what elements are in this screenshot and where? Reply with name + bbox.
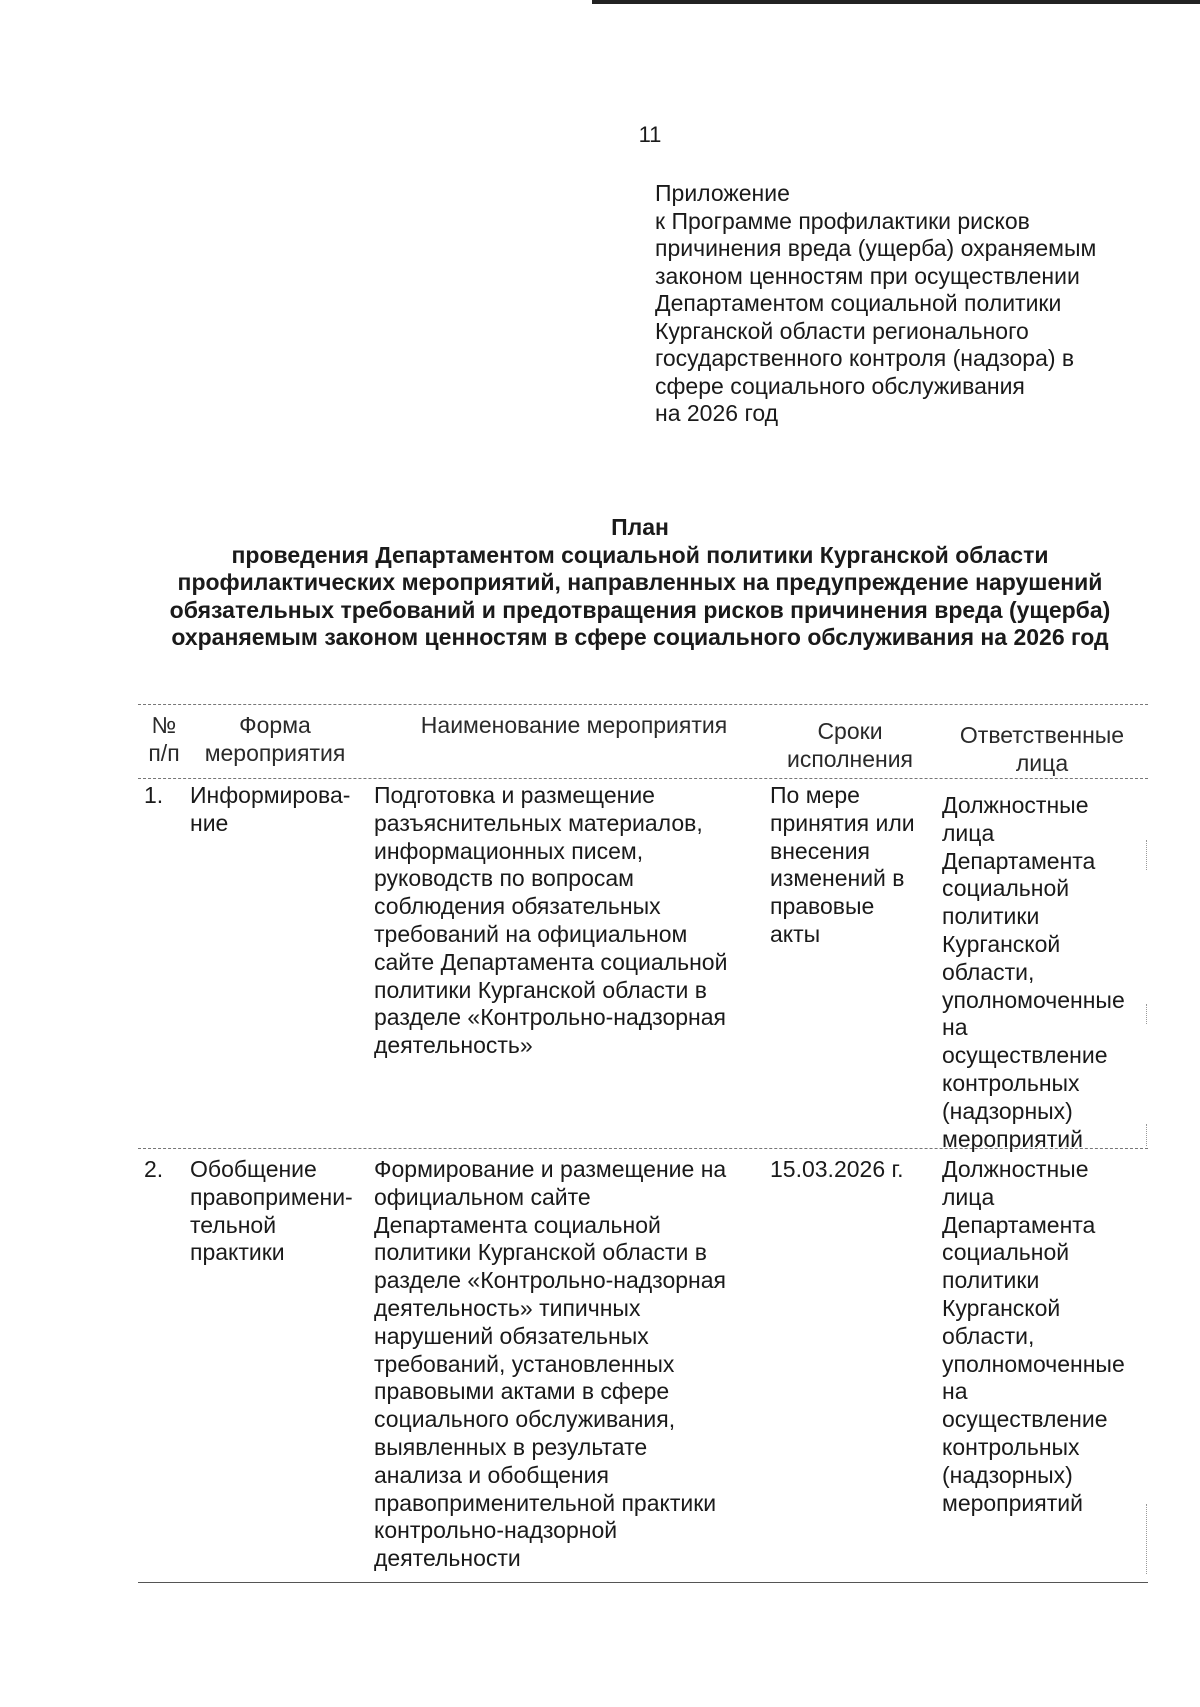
appendix-line: причинения вреда (ущерба) охраняемым bbox=[655, 235, 1097, 261]
header-text: Наименование мероприятия bbox=[420, 712, 728, 738]
row-name bbox=[374, 782, 774, 1060]
cell-text: социальной bbox=[942, 1239, 1070, 1266]
cell-text: официальном сайте bbox=[374, 1183, 591, 1210]
cell-text: правопримени- bbox=[190, 1183, 353, 1210]
cell-text: Обобщение bbox=[190, 1156, 317, 1182]
column-edge-mark bbox=[1146, 1124, 1147, 1146]
cell-text: области, bbox=[942, 958, 1035, 985]
cell-text: Курганской bbox=[942, 930, 1061, 957]
header-resp bbox=[942, 722, 1142, 778]
plan-subtitle-line: проведения Департаментом социальной политики Курганской области bbox=[231, 541, 1049, 568]
cell-text: выявленных в результате bbox=[374, 1433, 648, 1460]
cell-text: политики bbox=[942, 1267, 1040, 1294]
cell-text: правоприменительной практики bbox=[374, 1489, 717, 1516]
cell-text: контрольных bbox=[942, 1433, 1080, 1460]
cell-text: Курганской bbox=[942, 1294, 1061, 1321]
cell-text: правовыми актами в сфере bbox=[374, 1378, 670, 1405]
cell-text: тельной bbox=[190, 1211, 277, 1238]
cell-text: политики Курганской области в bbox=[374, 976, 707, 1003]
cell-text: Департамента социальной bbox=[374, 1211, 661, 1238]
cell-text: соблюдения обязательных bbox=[374, 893, 661, 920]
appendix-line: Департаментом социальной политики bbox=[655, 290, 1062, 316]
header-text: мероприятия bbox=[204, 739, 346, 766]
cell-text: практики bbox=[190, 1239, 285, 1266]
cell-text: политики Курганской области в bbox=[374, 1239, 707, 1266]
cell-text: политики bbox=[942, 903, 1040, 930]
cell-text: (надзорных) bbox=[942, 1097, 1073, 1124]
cell-text: осуществление bbox=[942, 1042, 1108, 1069]
row-form bbox=[190, 1156, 360, 1267]
cell-text: Подготовка и размещение bbox=[374, 782, 655, 808]
cell-text: лица bbox=[942, 1183, 995, 1210]
header-form bbox=[190, 712, 360, 768]
table-bottom-rule bbox=[138, 1582, 1148, 1583]
appendix-header bbox=[655, 180, 1125, 428]
cell-text: По мере bbox=[770, 782, 860, 808]
cell-text: Формирование и размещение на bbox=[374, 1156, 727, 1182]
cell-text: (надзорных) bbox=[942, 1461, 1073, 1488]
cell-text: Должностные bbox=[942, 1156, 1089, 1182]
cell-text: Департамента bbox=[942, 847, 1096, 874]
row-form bbox=[190, 782, 360, 838]
cell-text: деятельность» bbox=[374, 1032, 533, 1059]
cell-text: Департамента bbox=[942, 1211, 1096, 1238]
cell-text: 2. bbox=[144, 1156, 164, 1182]
plan-subtitle-line: обязательных требований и предотвращения рисков причинения вреда (ущерба) bbox=[169, 596, 1111, 623]
cell-text: акты bbox=[770, 920, 821, 947]
row-resp bbox=[942, 1156, 1142, 1517]
cell-text: области, bbox=[942, 1322, 1035, 1349]
cell-text: нарушений обязательных bbox=[374, 1322, 649, 1349]
cell-text: Должностные bbox=[942, 792, 1089, 818]
cell-text: деятельность» типичных bbox=[374, 1294, 641, 1321]
cell-text: 1. bbox=[144, 782, 164, 808]
cell-text: контрольных bbox=[942, 1069, 1080, 1096]
cell-text: уполномоченные bbox=[942, 1350, 1125, 1377]
header-num bbox=[144, 712, 184, 768]
cell-text: разделе «Контрольно-надзорная bbox=[374, 1267, 726, 1294]
cell-text: на bbox=[942, 1014, 968, 1041]
plan-heading: План bbox=[611, 514, 669, 540]
cell-text: внесения bbox=[770, 837, 871, 864]
column-edge-mark bbox=[1146, 1004, 1147, 1024]
cell-text: уполномоченные bbox=[942, 986, 1125, 1013]
cell-text: изменений в bbox=[770, 865, 905, 892]
cell-text: контрольно-надзорной bbox=[374, 1517, 618, 1544]
appendix-line: на 2026 год bbox=[655, 400, 779, 426]
header-text: п/п bbox=[148, 739, 180, 766]
column-edge-mark bbox=[1146, 1504, 1147, 1574]
cell-text: требований, установленных bbox=[374, 1350, 675, 1377]
cell-text: социального обслуживания, bbox=[374, 1406, 676, 1433]
header-text: Сроки bbox=[817, 718, 883, 744]
scan-edge-mark bbox=[592, 0, 1200, 4]
header-text: Ответственные bbox=[959, 722, 1125, 748]
cell-text: осуществление bbox=[942, 1406, 1108, 1433]
cell-text: Информирова- bbox=[190, 782, 351, 808]
header-text: исполнения bbox=[786, 745, 913, 772]
plan-subtitle-line: охраняемым законом ценностям в сфере социального обслуживания на 2026 год bbox=[171, 624, 1109, 650]
cell-text: сайте Департамента социальной bbox=[374, 948, 728, 975]
table-top-rule bbox=[138, 704, 1148, 705]
cell-text: ние bbox=[190, 809, 229, 836]
page-number: 11 bbox=[638, 122, 662, 147]
appendix-line: Курганской области регионального bbox=[655, 317, 1029, 344]
plan-subtitle-line: профилактических мероприятий, направленных на предупреждение нарушений bbox=[177, 569, 1103, 595]
row-name bbox=[374, 1156, 774, 1573]
header-term bbox=[770, 718, 930, 774]
appendix-line: Приложение bbox=[655, 180, 790, 206]
cell-text: требований на официальном bbox=[374, 920, 688, 947]
row-term bbox=[770, 1156, 930, 1184]
header-name bbox=[374, 712, 774, 740]
header-text: № bbox=[151, 712, 177, 738]
cell-text: деятельности bbox=[374, 1545, 521, 1572]
plan-title bbox=[140, 514, 1140, 652]
row-num bbox=[144, 1156, 184, 1184]
appendix-line: к Программе профилактики рисков bbox=[655, 207, 1030, 234]
row-num bbox=[144, 782, 184, 810]
appendix-line: сфере социального обслуживания bbox=[655, 372, 1025, 399]
cell-text: мероприятий bbox=[942, 1489, 1083, 1516]
appendix-line: государственного контроля (надзора) в bbox=[655, 345, 1075, 371]
cell-text: руководств по вопросам bbox=[374, 865, 634, 892]
cell-text: анализа и обобщения bbox=[374, 1461, 609, 1488]
cell-text: мероприятий bbox=[942, 1125, 1083, 1152]
cell-text: разделе «Контрольно-надзорная bbox=[374, 1004, 726, 1031]
cell-text: на bbox=[942, 1378, 968, 1405]
header-bottom-rule bbox=[138, 778, 1148, 779]
row-term bbox=[770, 782, 930, 949]
cell-text: социальной bbox=[942, 875, 1070, 902]
row-resp bbox=[942, 792, 1142, 1153]
cell-text: разъяснительных материалов, bbox=[374, 809, 703, 836]
header-text: лица bbox=[1015, 749, 1069, 776]
appendix-line: законом ценностям при осуществлении bbox=[655, 262, 1080, 289]
cell-text: информационных писем, bbox=[374, 837, 644, 864]
cell-text: принятия или bbox=[770, 809, 915, 836]
column-edge-mark bbox=[1146, 840, 1147, 870]
cell-text: лица bbox=[942, 819, 995, 846]
cell-text: 15.03.2026 г. bbox=[770, 1156, 904, 1182]
cell-text: правовые bbox=[770, 893, 875, 920]
header-text: Форма bbox=[239, 712, 311, 738]
